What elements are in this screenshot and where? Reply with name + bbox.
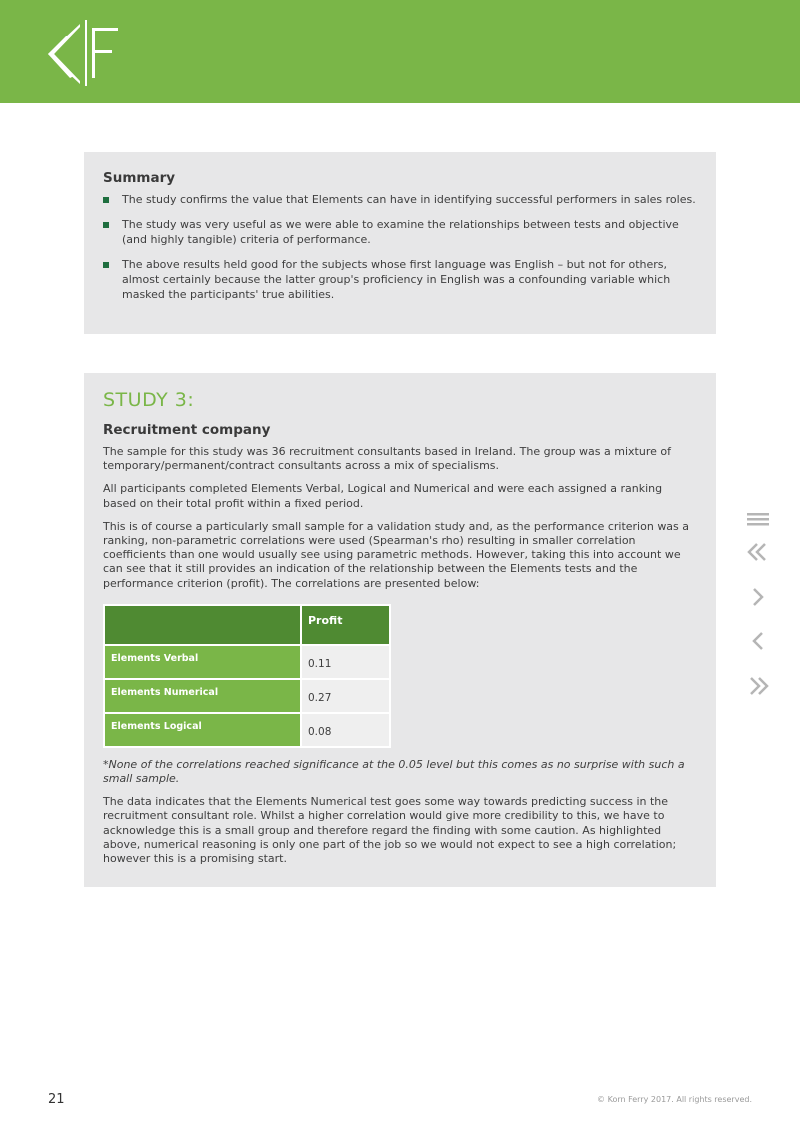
correlation-table bbox=[103, 604, 391, 748]
row-value: 0.27 bbox=[301, 679, 390, 713]
list-item: The study was very useful as we were able to examine the relationships between tests and objective (and highly tangible) criteria of performance. bbox=[103, 217, 697, 247]
kf-logo bbox=[44, 18, 124, 88]
last-page-icon[interactable] bbox=[744, 672, 772, 700]
bullet-square-icon bbox=[103, 262, 109, 268]
row-label: Elements Logical bbox=[104, 713, 301, 747]
summary-bullets bbox=[103, 192, 697, 302]
footnote: *None of the correlations reached significance at the 0.05 level but this comes as no surprise with such a small sample. bbox=[103, 757, 685, 786]
table-row bbox=[104, 679, 390, 713]
bullet-square-icon bbox=[103, 222, 109, 228]
paragraph: The sample for this study was 36 recruitment consultants based in Ireland. The group was a mixture of temporary/permanent/contract consultants across a mix of specialisms. bbox=[103, 445, 671, 473]
bullet-square-icon bbox=[103, 197, 109, 203]
table-row bbox=[104, 645, 390, 679]
row-label: Elements Verbal bbox=[104, 645, 301, 679]
copyright-notice: © Korn Ferry 2017. All rights reserved. bbox=[597, 1095, 752, 1104]
summary-heading: Summary bbox=[103, 170, 176, 186]
table-header-profit: Profit bbox=[301, 605, 390, 645]
table-header-row bbox=[104, 605, 390, 645]
row-value: 0.08 bbox=[301, 713, 390, 747]
table-header-blank bbox=[104, 605, 301, 645]
paragraph: This is of course a particularly small sample for a validation study and, as the performance criterion was a ranking, non-parametric correlations were used (Spearman's rho) resulting in smaller correlation coefficients than one would usually see using parametric methods. However, taking this into account we can see that it still provides an indication of the relationship between the Elements tests and the performance criterion (profit). The correlations are presented below: bbox=[103, 519, 690, 590]
paragraph: All participants completed Elements Verbal, Logical and Numerical and were each assigned a ranking based on their total profit within a fixed period. bbox=[103, 482, 663, 510]
list-item: The above results held good for the subjects whose first language was English – but not for others, almost certainly because the latter group's proficiency in English was a confounding variable which masked the participants' true abilities. bbox=[103, 257, 697, 302]
study-subtitle: Recruitment company bbox=[103, 422, 271, 438]
next-page-icon[interactable] bbox=[744, 583, 772, 611]
summary-panel bbox=[84, 152, 716, 334]
header-bar bbox=[0, 0, 800, 103]
previous-page-icon[interactable] bbox=[744, 627, 772, 655]
row-value: 0.11 bbox=[301, 645, 390, 679]
conclusion-paragraph: The data indicates that the Elements Numerical test goes some way towards predicting success in the recruitment consultant role. Whilst a higher correlation would give more credibility to this, we have to acknowledge this is a small group and therefore regard the finding with some caution. As highlighted above, numerical reasoning is only one part of the job so we would not expect to see a high correlation; however this is a promising start. bbox=[103, 795, 677, 866]
page-number: 21 bbox=[48, 1092, 65, 1107]
row-label: Elements Numerical bbox=[104, 679, 301, 713]
first-page-icon[interactable] bbox=[744, 538, 772, 566]
table-row bbox=[104, 713, 390, 747]
study-panel bbox=[84, 373, 716, 887]
menu-icon[interactable] bbox=[744, 505, 772, 533]
study-title: STUDY 3: bbox=[103, 389, 195, 411]
list-item: The study confirms the value that Elements can have in identifying successful performers in sales roles. bbox=[103, 192, 697, 207]
